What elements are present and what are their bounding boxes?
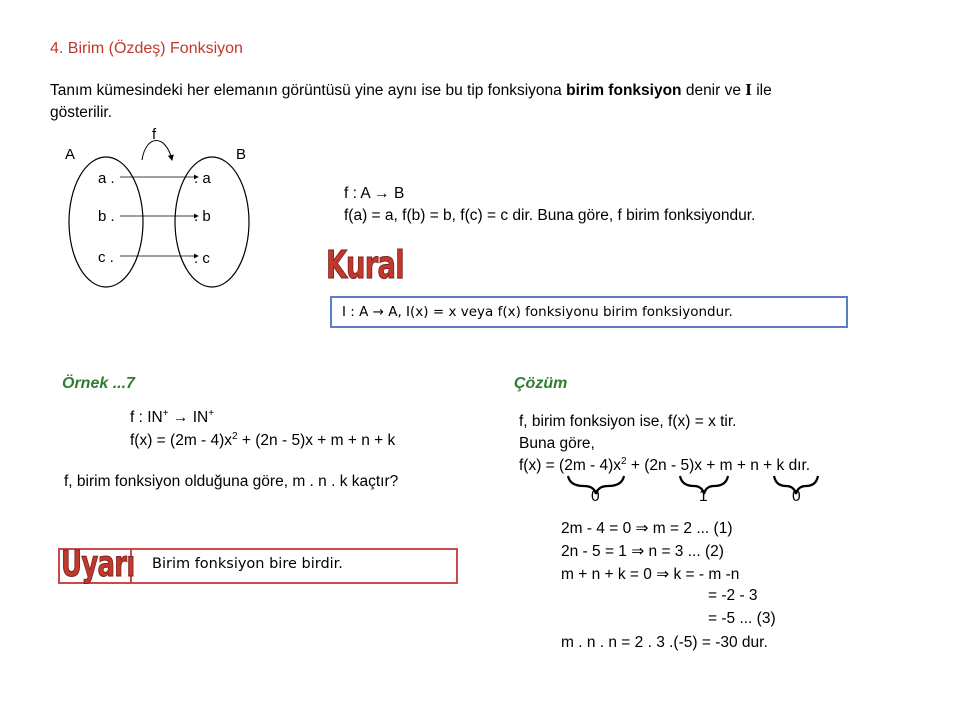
ornek-question: f, birim fonksiyon olduğuna göre, m . n . k kaçtır?: [64, 473, 399, 490]
step-4: = -2 - 3: [708, 587, 758, 604]
set-a-element-b: b .: [98, 208, 115, 225]
cozum-line-2: Buna göre,: [519, 435, 595, 452]
uyari-logo: Uyarı: [61, 544, 135, 585]
page-title: 4. Birim (Özdeş) Fonksiyon: [50, 40, 243, 57]
function-label-f: f: [152, 126, 157, 143]
intro-text-3: ile: [751, 82, 772, 99]
ornek-line-2-sup: 2: [232, 430, 238, 442]
intro-text-2: denir ve: [681, 82, 746, 99]
brace-value-2: 1: [699, 488, 708, 505]
brace-value-3: 0: [792, 488, 801, 505]
ornek-line-2-b: + (2n - 5)x + m + n + k: [237, 432, 396, 449]
set-a-element-a: a .: [98, 170, 115, 187]
definition-line-1: f : A → B: [344, 185, 405, 202]
ornek-line-1: [130, 407, 214, 429]
intro-symbol: I: [745, 80, 752, 99]
ornek-line-2: [130, 430, 395, 452]
ornek-line-1-sup1: +: [162, 407, 169, 419]
set-b-element-a: . a: [194, 170, 211, 187]
kural-rule-text: I : A → A, I(x) = x veya f(x) fonksiyonu birim fonksiyondur.: [342, 304, 733, 320]
step-3: m + n + k = 0 ⇒ k = - m -n: [561, 566, 740, 583]
set-b-element-c: . c: [194, 250, 210, 267]
uyari-text: Birim fonksiyon bire birdir.: [152, 556, 343, 572]
set-b-label: B: [236, 146, 247, 163]
set-b-element-b: . b: [194, 208, 211, 225]
cozum-line-3-b: + (2n - 5)x + m + n + k dır.: [626, 457, 811, 474]
step-2: 2n - 5 = 1 ⇒ n = 3 ... (2): [561, 543, 724, 560]
intro-paragraph: [50, 79, 930, 124]
cozum-line-1: f, birim fonksiyon ise, f(x) = x tir.: [519, 413, 737, 430]
ornek-heading: Örnek ...7: [62, 375, 135, 392]
cozum-line-3-a: f(x) = (2m - 4)x: [519, 457, 622, 474]
set-b-ellipse: [175, 157, 249, 287]
kural-logo: Kural: [326, 243, 404, 287]
kural-rule-box: [330, 296, 848, 328]
intro-text-1: Tanım kümesindeki her elemanın görüntüsü yine aynı ise bu tip fonksiyona: [50, 82, 567, 99]
intro-text-line2: gösterilir.: [50, 104, 113, 121]
definition-line-2: f(a) = a, f(b) = b, f(c) = c dir. Buna göre, f birim fonksiyondur.: [344, 207, 756, 224]
cozum-line-3-sup: 2: [621, 455, 627, 467]
ornek-line-1-sup2: +: [208, 407, 215, 419]
step-1: 2m - 4 = 0 ⇒ m = 2 ... (1): [561, 520, 733, 537]
set-a-element-c: c .: [98, 249, 114, 266]
step-6: m . n . n = 2 . 3 .(-5) = -30 dur.: [561, 634, 768, 651]
brace-value-1: 0: [591, 488, 600, 505]
ornek-line-2-a: f(x) = (2m - 4)x: [130, 432, 233, 449]
f-arc-arrow: [142, 141, 172, 161]
ornek-line-1-b: → IN: [168, 409, 209, 426]
cozum-heading: Çözüm: [514, 375, 568, 392]
ornek-line-1-a: f : IN: [130, 409, 163, 426]
step-5: = -5 ... (3): [708, 610, 776, 627]
intro-bold-term: birim fonksiyon: [566, 82, 682, 99]
set-a-label: A: [65, 146, 76, 163]
